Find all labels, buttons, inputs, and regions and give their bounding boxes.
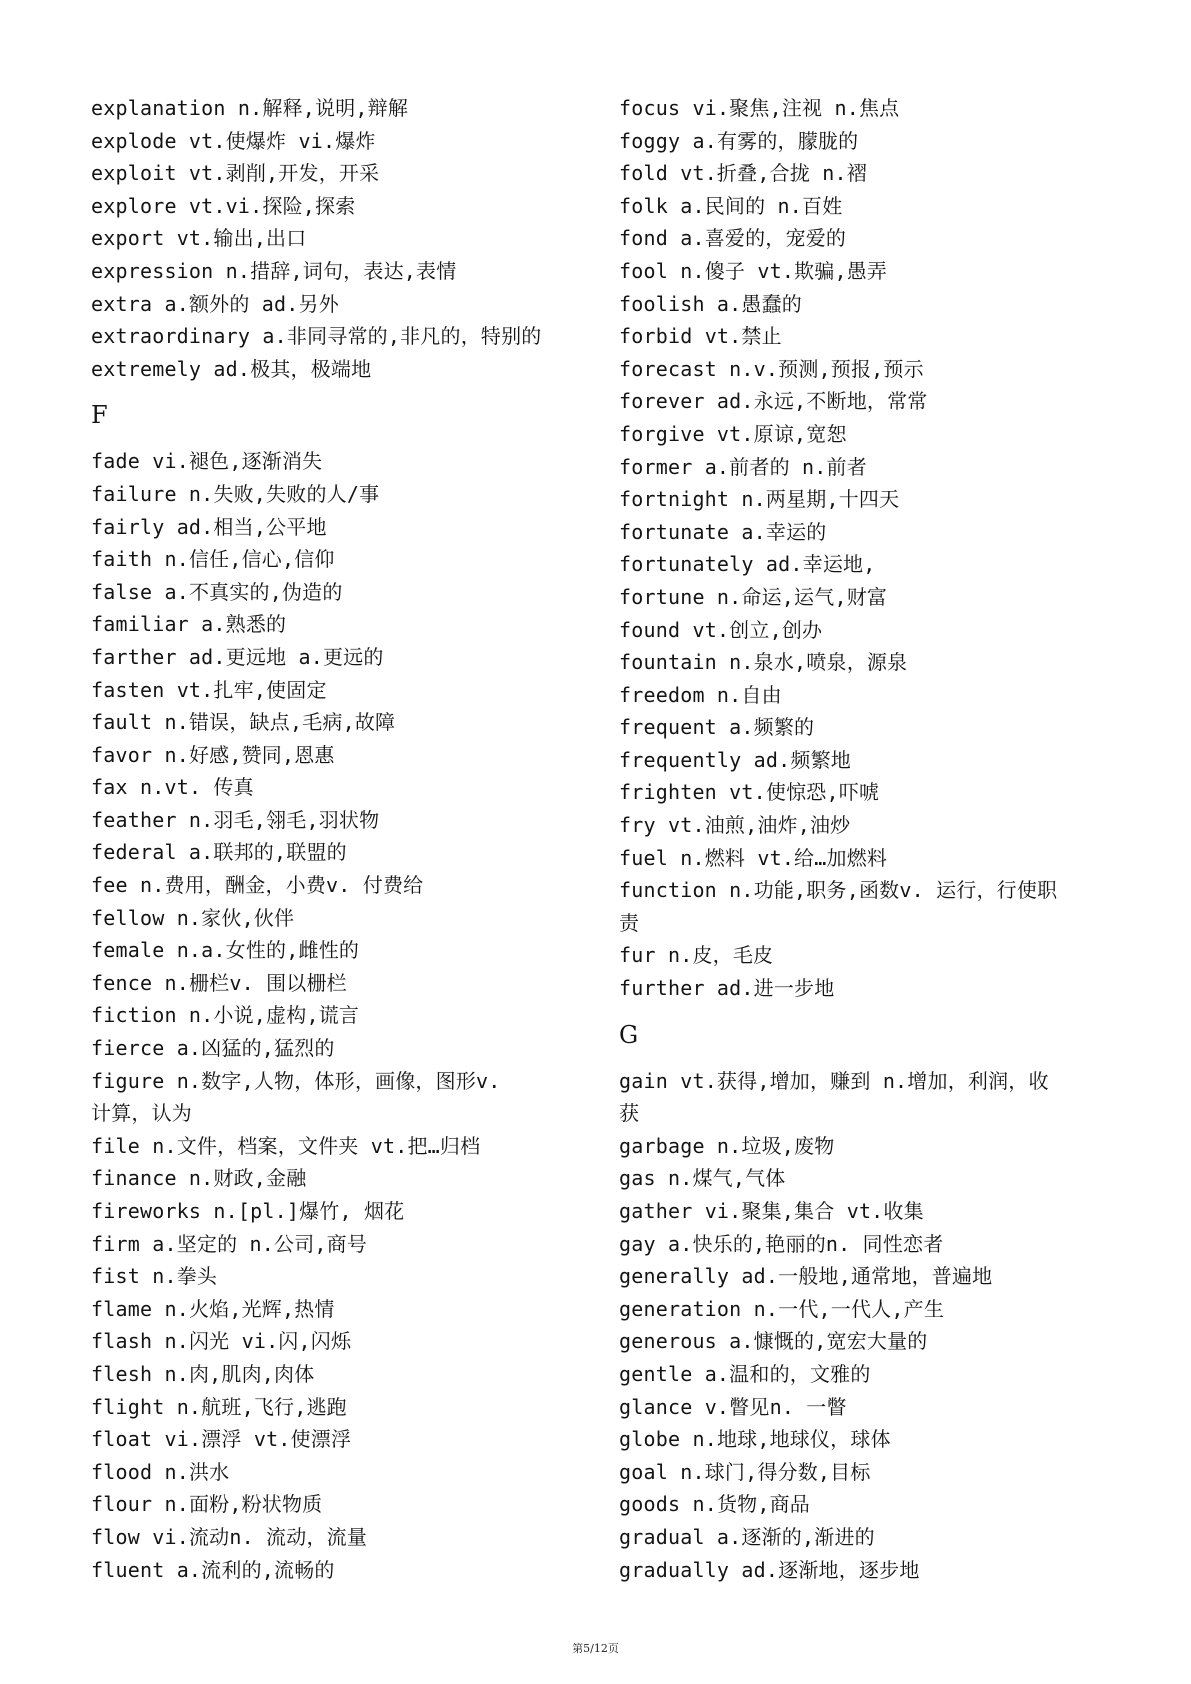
- vocab-entry: [619, 939, 1109, 972]
- entry-definition: vt.剥削,开发，开采: [176, 161, 380, 186]
- entry-definition: vt.禁止: [692, 324, 782, 349]
- vocab-entry: [619, 1423, 1109, 1456]
- entry-definition: n.货物,商品: [680, 1492, 810, 1517]
- vocab-entry: [91, 1228, 581, 1261]
- entry-word: frequent: [619, 715, 717, 740]
- entry-word: fence: [91, 970, 153, 995]
- entry-definition-continued: 获: [619, 1101, 640, 1126]
- vocab-entry: [91, 641, 581, 674]
- entry-word: further: [619, 976, 705, 1001]
- vocab-entry: [91, 1130, 581, 1163]
- entry-word: gas: [619, 1166, 656, 1191]
- vocab-entry: [619, 1228, 1109, 1261]
- entry-word: gay: [619, 1231, 656, 1256]
- vocab-entry: [619, 581, 1109, 614]
- entry-definition: a.额外的 ad.另外: [152, 291, 339, 316]
- vocab-entry: [91, 902, 581, 935]
- entry-word: goal: [619, 1459, 668, 1484]
- entry-definition: vt.获得,增加，赚到 n.增加，利润，收: [667, 1068, 1049, 1093]
- entry-definition: n.垃圾,废物: [704, 1133, 835, 1158]
- entry-definition: a.逐渐的,渐进的: [704, 1524, 875, 1549]
- entry-word: flow: [91, 1524, 140, 1549]
- entry-word: export: [91, 226, 165, 251]
- entry-word: fee: [91, 873, 128, 898]
- vocab-entry: [619, 1358, 1109, 1391]
- page-number: 第5/12页: [572, 1642, 619, 1655]
- entry-word: fortune: [619, 584, 705, 609]
- vocab-entry: [91, 1065, 581, 1098]
- entry-definition: vt.原谅,宽恕: [704, 421, 847, 446]
- entry-word: fist: [91, 1264, 140, 1289]
- vocab-entry: [91, 478, 581, 511]
- vocab-entry: [619, 222, 1109, 255]
- entry-word: fairly: [91, 514, 165, 539]
- entry-definition: n.功能,职务,函数v. 运行，行使职: [716, 878, 1058, 903]
- entry-definition: ad.进一步地: [704, 976, 835, 1001]
- vocab-entry: [619, 809, 1109, 842]
- entry-definition: n.小说,虚构,谎言: [176, 1003, 360, 1028]
- vocab-entry: [619, 1488, 1109, 1521]
- vocab-entry: [619, 646, 1109, 679]
- entry-word: frequently: [619, 747, 742, 772]
- section-heading: G: [619, 1020, 639, 1049]
- entry-word: forecast: [619, 356, 717, 381]
- entry-definition: ad.相当,公平地: [164, 514, 327, 539]
- entry-word: foggy: [619, 128, 681, 153]
- entry-word: explanation: [91, 96, 226, 120]
- vocab-entry: [619, 744, 1109, 777]
- entry-word: firm: [91, 1231, 140, 1256]
- entry-definition: a.前者的 n.前者: [692, 454, 867, 479]
- vocab-entry: [91, 1162, 581, 1195]
- entry-definition: n.命运,运气,财富: [704, 584, 888, 609]
- entry-word: forever: [619, 389, 705, 414]
- vocab-entry: [91, 608, 581, 641]
- vocab-entry: [619, 1130, 1109, 1163]
- entry-word: gradually: [619, 1557, 730, 1582]
- entry-word: focus: [619, 96, 681, 120]
- entry-definition: n.面粉,粉状物质: [152, 1492, 323, 1517]
- vocab-entry: [619, 451, 1109, 484]
- entry-word: extraordinary: [91, 324, 251, 349]
- vocab-entry: [619, 679, 1109, 712]
- entry-definition: n.a.女性的,雌性的: [164, 938, 360, 963]
- entry-word: fireworks: [91, 1199, 202, 1223]
- entry-definition: n.肉,肌肉,肉体: [152, 1361, 315, 1386]
- entry-word: explore: [91, 193, 177, 218]
- entry-word: explode: [91, 128, 177, 153]
- entry-definition: a.喜爱的，宠爱的: [667, 226, 847, 251]
- vocab-entry: [91, 353, 581, 386]
- entry-word: expression: [91, 258, 214, 283]
- entry-definition: vt.扎牢,使固定: [164, 677, 327, 702]
- entry-word: fold: [619, 161, 668, 186]
- vocab-entry: [619, 483, 1109, 516]
- vocab-entry: [91, 934, 581, 967]
- entry-definition: a.愚蠢的: [704, 291, 803, 316]
- entry-word: figure: [91, 1068, 165, 1093]
- entry-definition: vt.vi.探险,探索: [176, 193, 356, 218]
- entry-definition: n.羽毛,翎毛,羽状物: [176, 807, 380, 832]
- vocab-entry: [91, 576, 581, 609]
- vocab-entry: [91, 804, 581, 837]
- vocab-entry: [91, 445, 581, 478]
- entry-word: freedom: [619, 682, 705, 707]
- entry-definition: vt.创立,创办: [680, 617, 823, 642]
- entry-word: generation: [619, 1296, 742, 1321]
- entry-definition: a.流利的,流畅的: [164, 1557, 335, 1582]
- vocab-entry: [619, 1554, 1109, 1587]
- vocab-entry: [619, 92, 1109, 125]
- entry-definition: a.坚定的 n.公司,商号: [139, 1231, 368, 1256]
- vocab-entry: [91, 1358, 581, 1391]
- entry-word: fellow: [91, 905, 165, 930]
- vocab-entry: [91, 190, 581, 223]
- entry-word: fasten: [91, 677, 165, 702]
- entry-definition: n.vt. 传真: [127, 775, 254, 800]
- entry-definition: n.地球,地球仪，球体: [680, 1427, 891, 1452]
- entry-word: forgive: [619, 421, 705, 446]
- entry-definition: n.措辞,词句，表达,表情: [213, 258, 457, 283]
- entry-word: fiction: [91, 1003, 177, 1028]
- entry-word: former: [619, 454, 693, 479]
- entry-word: folk: [619, 193, 668, 218]
- vocab-entry: [619, 353, 1109, 386]
- vocab-entry: [619, 711, 1109, 744]
- left-column: [91, 92, 581, 1586]
- section-heading: F: [91, 401, 108, 430]
- entry-word: fierce: [91, 1036, 165, 1061]
- entry-definition: n.信任,信心,信仰: [152, 547, 335, 572]
- vocab-entry: [91, 1423, 581, 1456]
- entry-word: fade: [91, 449, 140, 474]
- entry-word: frighten: [619, 780, 717, 805]
- vocab-entry: [619, 1065, 1109, 1098]
- entry-word: globe: [619, 1427, 681, 1452]
- entry-definition: a.有雾的，朦胧的: [680, 128, 859, 153]
- entry-word: generally: [619, 1264, 730, 1289]
- vocab-entry: [619, 516, 1109, 549]
- vocab-entry: [91, 1488, 581, 1521]
- entry-definition: vt.使爆炸 vi.爆炸: [176, 128, 376, 153]
- vocab-entry: [619, 1456, 1109, 1489]
- vocab-entry: [619, 1325, 1109, 1358]
- entry-definition: n.财政,金融: [176, 1166, 307, 1191]
- vocab-entry: [91, 706, 581, 739]
- vocab-entry: [619, 125, 1109, 158]
- entry-definition: ad.幸运地,: [753, 552, 876, 577]
- entry-word: fault: [91, 710, 153, 735]
- entry-definition: n.洪水: [152, 1459, 230, 1484]
- entry-word: flash: [91, 1329, 153, 1354]
- entry-definition: a.凶猛的,猛烈的: [164, 1036, 335, 1061]
- vocab-entry: [91, 92, 581, 125]
- vocab-entry: [619, 255, 1109, 288]
- entry-definition: n.一代,一代人,产生: [741, 1296, 945, 1321]
- entry-definition: n.栅栏v. 围以栅栏: [152, 970, 347, 995]
- vocab-entry: [91, 674, 581, 707]
- entry-definition: a.幸运的: [729, 519, 827, 544]
- vocab-entry: [91, 1391, 581, 1424]
- entry-word: false: [91, 579, 153, 604]
- entry-definition: n.失败,失败的人/事: [176, 481, 380, 506]
- entry-definition: a.慷慨的,宽宏大量的: [716, 1329, 928, 1354]
- entry-definition: ad.频繁地: [741, 747, 851, 772]
- entry-word: female: [91, 938, 165, 963]
- entry-definition: vi.聚焦,注视 n.焦点: [680, 96, 900, 120]
- entry-definition: n.煤气,气体: [655, 1166, 786, 1191]
- entry-definition: vi.漂浮 vt.使漂浮: [152, 1427, 352, 1452]
- entry-word: generous: [619, 1329, 717, 1354]
- vocab-entry: [91, 869, 581, 902]
- entry-definition: ad.永远,不断地，常常: [704, 389, 928, 414]
- vocab-entry: [91, 320, 581, 353]
- vocab-entry: [619, 972, 1109, 1005]
- vocab-entry: [619, 190, 1109, 223]
- vocab-entry: [91, 157, 581, 190]
- vocab-entry: [91, 967, 581, 1000]
- entry-definition: n.航班,飞行,逃跑: [164, 1394, 347, 1419]
- vocab-entry: [619, 614, 1109, 647]
- entry-word: glance: [619, 1394, 693, 1419]
- entry-word: found: [619, 617, 681, 642]
- entry-definition: vi.流动n. 流动，流量: [139, 1524, 368, 1549]
- entry-definition: ad.逐渐地，逐步地: [729, 1557, 920, 1582]
- entry-definition: n.球门,得分数,目标: [667, 1459, 871, 1484]
- entry-word: flour: [91, 1492, 153, 1517]
- entry-word: failure: [91, 481, 177, 506]
- entry-definition: vi.聚集,集合 vt.收集: [692, 1199, 924, 1223]
- entry-definition: n.拳头: [139, 1264, 218, 1289]
- entry-word: fortunately: [619, 552, 754, 577]
- entry-word: fax: [91, 775, 128, 800]
- vocab-entry: [619, 385, 1109, 418]
- entry-definition: n.皮，毛皮: [655, 943, 774, 968]
- vocab-entry: [91, 836, 581, 869]
- vocab-entry: [91, 288, 581, 321]
- vocab-entry: [619, 1293, 1109, 1326]
- entry-word: forbid: [619, 324, 693, 349]
- vocab-entry: [91, 511, 581, 544]
- entry-word: federal: [91, 840, 177, 865]
- entry-definition: n.傻子 vt.欺骗,愚弄: [667, 258, 888, 283]
- entry-definition: a.联邦的,联盟的: [176, 840, 347, 865]
- entry-word: flight: [91, 1394, 165, 1419]
- entry-definition-continued: 责: [619, 910, 640, 935]
- entry-definition: a.温和的，文雅的: [692, 1361, 871, 1386]
- right-column: [619, 92, 1109, 1586]
- entry-word: fuel: [619, 845, 668, 870]
- entry-word: goods: [619, 1492, 681, 1517]
- entry-word: gain: [619, 1068, 668, 1093]
- vocab-entry: [619, 842, 1109, 875]
- entry-definition: ad.极其，极端地: [201, 356, 372, 381]
- entry-word: gather: [619, 1199, 693, 1223]
- entry-word: feather: [91, 807, 177, 832]
- entry-definition: a.频繁的: [716, 715, 815, 740]
- vocab-entry: [619, 320, 1109, 353]
- vocab-entry: [91, 1032, 581, 1065]
- entry-word: favor: [91, 742, 153, 767]
- entry-definition: n.解释,说明,辩解: [225, 96, 409, 120]
- vocab-entry: [619, 1162, 1109, 1195]
- vocab-entry: [619, 1521, 1109, 1554]
- vocab-entry: [619, 288, 1109, 321]
- vocab-entry: [619, 157, 1109, 190]
- vocab-entry: [91, 1195, 581, 1228]
- entry-word: flame: [91, 1296, 153, 1321]
- entry-definition: n.错误，缺点,毛病,故障: [152, 710, 396, 735]
- entry-definition: a.民间的 n.百姓: [667, 193, 843, 218]
- entry-definition: n.v.预测,预报,预示: [716, 356, 924, 381]
- vocab-entry: [91, 1260, 581, 1293]
- entry-definition: a.不真实的,伪造的: [152, 579, 343, 604]
- vocab-entry: [91, 739, 581, 772]
- vocab-entry: [91, 1554, 581, 1587]
- entry-definition: n.文件，档案，文件夹 vt.把…归档: [139, 1133, 481, 1158]
- entry-word: function: [619, 878, 717, 903]
- entry-word: extremely: [91, 356, 202, 381]
- entry-word: fortunate: [619, 519, 730, 544]
- vocab-entry: [619, 418, 1109, 451]
- entry-definition: n.火焰,光辉,热情: [152, 1296, 335, 1321]
- entry-definition: n.好感,赞同,恩惠: [152, 742, 335, 767]
- entry-definition: a.非同寻常的,非凡的，特别的: [250, 324, 542, 349]
- vocab-entry: [619, 776, 1109, 809]
- entry-definition: n.自由: [704, 682, 782, 707]
- vocab-entry: [91, 1456, 581, 1489]
- entry-definition: n.数字,人物，体形，画像，图形v.: [164, 1068, 501, 1093]
- vocab-entry: [91, 1521, 581, 1554]
- entry-word: finance: [91, 1166, 177, 1191]
- vocab-entry: [91, 125, 581, 158]
- vocab-entry: [91, 222, 581, 255]
- entry-word: exploit: [91, 161, 177, 186]
- vocab-entry: [619, 1195, 1109, 1228]
- entry-definition: ad.一般地,通常地，普遍地: [729, 1264, 993, 1289]
- entry-word: file: [91, 1133, 140, 1158]
- entry-definition: n.费用，酬金，小费v. 付费给: [127, 873, 424, 898]
- vocab-entry: [91, 1293, 581, 1326]
- entry-definition: vt.折叠,合拢 n.褶: [667, 161, 867, 186]
- entry-word: faith: [91, 547, 153, 572]
- entry-word: fool: [619, 258, 668, 283]
- entry-definition: vt.使惊恐,吓唬: [716, 780, 880, 805]
- entry-word: fluent: [91, 1557, 165, 1582]
- entry-definition: vt.输出,出口: [164, 226, 307, 251]
- vocab-entry: [619, 874, 1109, 907]
- entry-definition: n.两星期,十四天: [729, 487, 900, 512]
- vocab-entry: [91, 999, 581, 1032]
- vocab-entry: [91, 255, 581, 288]
- entry-definition: vi.褪色,逐渐消失: [139, 449, 323, 474]
- entry-definition: n.[pl.]爆竹, 烟花: [201, 1199, 405, 1223]
- entry-word: extra: [91, 291, 153, 316]
- entry-word: flood: [91, 1459, 153, 1484]
- vocab-entry: [619, 1260, 1109, 1293]
- vocab-entry: [619, 548, 1109, 581]
- entry-definition: ad.更远地 a.更远的: [176, 644, 384, 669]
- entry-definition: n.闪光 vi.闪,闪烁: [152, 1329, 352, 1354]
- entry-word: fortnight: [619, 487, 730, 512]
- vocab-entry: [91, 771, 581, 804]
- entry-word: fountain: [619, 650, 717, 675]
- entry-definition: n.燃料 vt.给…加燃料: [667, 845, 888, 870]
- entry-word: farther: [91, 644, 177, 669]
- entry-definition: n.泉水,喷泉，源泉: [716, 650, 908, 675]
- entry-word: float: [91, 1427, 153, 1452]
- entry-word: fur: [619, 943, 656, 968]
- entry-word: familiar: [91, 612, 189, 637]
- vocab-entry: [91, 543, 581, 576]
- entry-word: fond: [619, 226, 668, 251]
- entry-definition: a.熟悉的: [188, 612, 287, 637]
- entry-definition: vt.油煎,油炸,油炒: [655, 813, 851, 838]
- entry-word: foolish: [619, 291, 705, 316]
- entry-word: gradual: [619, 1524, 705, 1549]
- vocab-entry: [619, 1391, 1109, 1424]
- entry-definition: v.瞥见n. 一瞥: [692, 1394, 847, 1419]
- entry-word: garbage: [619, 1133, 705, 1158]
- entry-definition: n.家伙,伙伴: [164, 905, 295, 930]
- entry-word: gentle: [619, 1361, 693, 1386]
- entry-definition-continued: 计算，认为: [91, 1101, 192, 1126]
- vocab-entry: [91, 1325, 581, 1358]
- entry-definition: a.快乐的,艳丽的n. 同性恋者: [655, 1231, 944, 1256]
- entry-word: flesh: [91, 1361, 153, 1386]
- entry-word: fry: [619, 813, 656, 838]
